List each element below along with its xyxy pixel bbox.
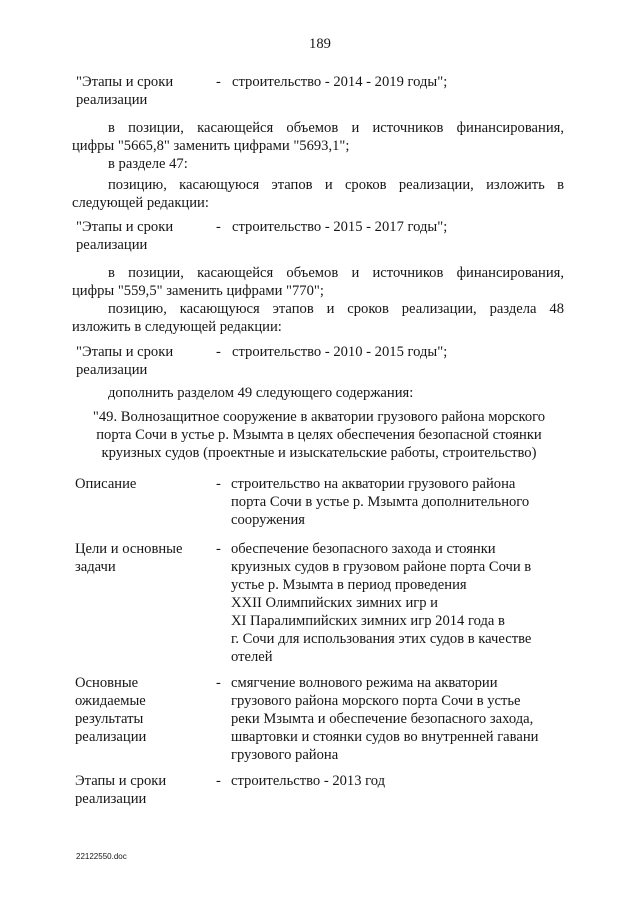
stages-label: "Этапы и сроки [76,74,174,90]
title-line: порта Сочи в устье р. Мзымта в целях обеспечения безопасной стоянки [96,427,542,443]
value-line: швартовки и стоянки судов во внутренней гавани [231,729,539,745]
stages-value: строительство - 2010 - 2015 годы"; [232,344,448,360]
paragraph-line: в позиции, касающейся объемов и источников финансирования, [108,265,564,281]
paragraph-financing-1 [72,119,564,155]
row-value [231,475,566,529]
value-line: XI Паралимпийских зимних игр 2014 года в [231,613,505,629]
value-line: обеспечение безопасного захода и стоянки [231,541,496,557]
label-line: результаты [75,711,144,727]
value-line: реки Мзымта и обеспечение безопасного захода, [231,711,534,727]
paragraph-line: цифры "5665,8" заменить цифрами "5693,1"; [72,138,350,154]
title-line: "49. Волнозащитное сооружение в акватории грузового района морского [92,409,546,425]
title-line: круизных судов (проектные и изыскательские работы, строительство) [101,445,537,461]
row-label [75,475,200,493]
stages-label-line2: реализации [76,362,148,378]
stages-value: строительство - 2015 - 2017 годы"; [232,219,448,235]
page-number: 189 [309,36,331,52]
value-line: грузового района [231,747,339,763]
dash: - [216,344,221,360]
label-line: Описание [75,476,137,492]
dash: - [216,773,221,789]
paragraph-stages-47 [72,176,564,212]
value-line: грузового района морского порта Сочи в устье [231,693,521,709]
stages-label-line2: реализации [76,92,148,108]
paragraph-line: позицию, касающуюся этапов и сроков реализации, изложить в [108,177,564,193]
row-value [231,772,566,790]
dash: - [216,476,221,492]
paragraph-line: изложить в следующей редакции: [72,319,282,335]
paragraph-line: в позиции, касающейся объемов и источников финансирования, [108,120,564,136]
paragraph-line: дополнить разделом 49 следующего содержания: [108,385,414,401]
value-line: г. Сочи для использования этих судов в качестве [231,631,532,647]
label-line: Основные [75,675,139,691]
dash: - [216,219,221,235]
add-section-49 [108,384,600,402]
paragraph-line: позицию, касающуюся этапов и сроков реализации, раздела 48 [108,301,564,317]
value-line: строительство на акватории грузового района [231,476,516,492]
row-value [231,540,566,666]
paragraph-financing-2 [72,264,564,300]
dash: - [216,541,221,557]
section-47-heading [108,155,600,173]
dash: - [216,74,221,90]
label-line: задачи [75,559,116,575]
section-49-title [74,408,564,462]
row-label [75,772,200,808]
value-line: XXII Олимпийских зимних игр и [231,595,438,611]
value-line: круизных судов в грузовом районе порта Сочи в [231,559,532,575]
document-filename: 22122550.doc [76,852,127,861]
value-line: устье р. Мзымта в период проведения [231,577,467,593]
label-line: реализации [75,729,147,745]
paragraph-line: цифры "559,5" заменить цифрами "770"; [72,283,324,299]
label-line: Цели и основные [75,541,183,557]
value-line: порта Сочи в устье р. Мзымта дополнительного [231,494,530,510]
stages-label: "Этапы и сроки [76,344,174,360]
value-line: отелей [231,649,273,665]
row-value [231,674,566,764]
paragraph-stages-48 [72,300,564,336]
label-line: ожидаемые [75,693,146,709]
label-line: Этапы и сроки [75,773,167,789]
stages-value: строительство - 2014 - 2019 годы"; [232,74,448,90]
paragraph-line: следующей редакции: [72,195,209,211]
stages-label-line2: реализации [76,237,148,253]
value-line: смягчение волнового режима на акватории [231,675,498,691]
value-line: строительство - 2013 год [231,773,386,789]
row-label [75,674,200,746]
dash: - [216,675,221,691]
row-label [75,540,200,576]
stages-label: "Этапы и сроки [76,219,174,235]
paragraph-line: в разделе 47: [108,156,188,172]
value-line: сооружения [231,512,305,528]
label-line: реализации [75,791,147,807]
